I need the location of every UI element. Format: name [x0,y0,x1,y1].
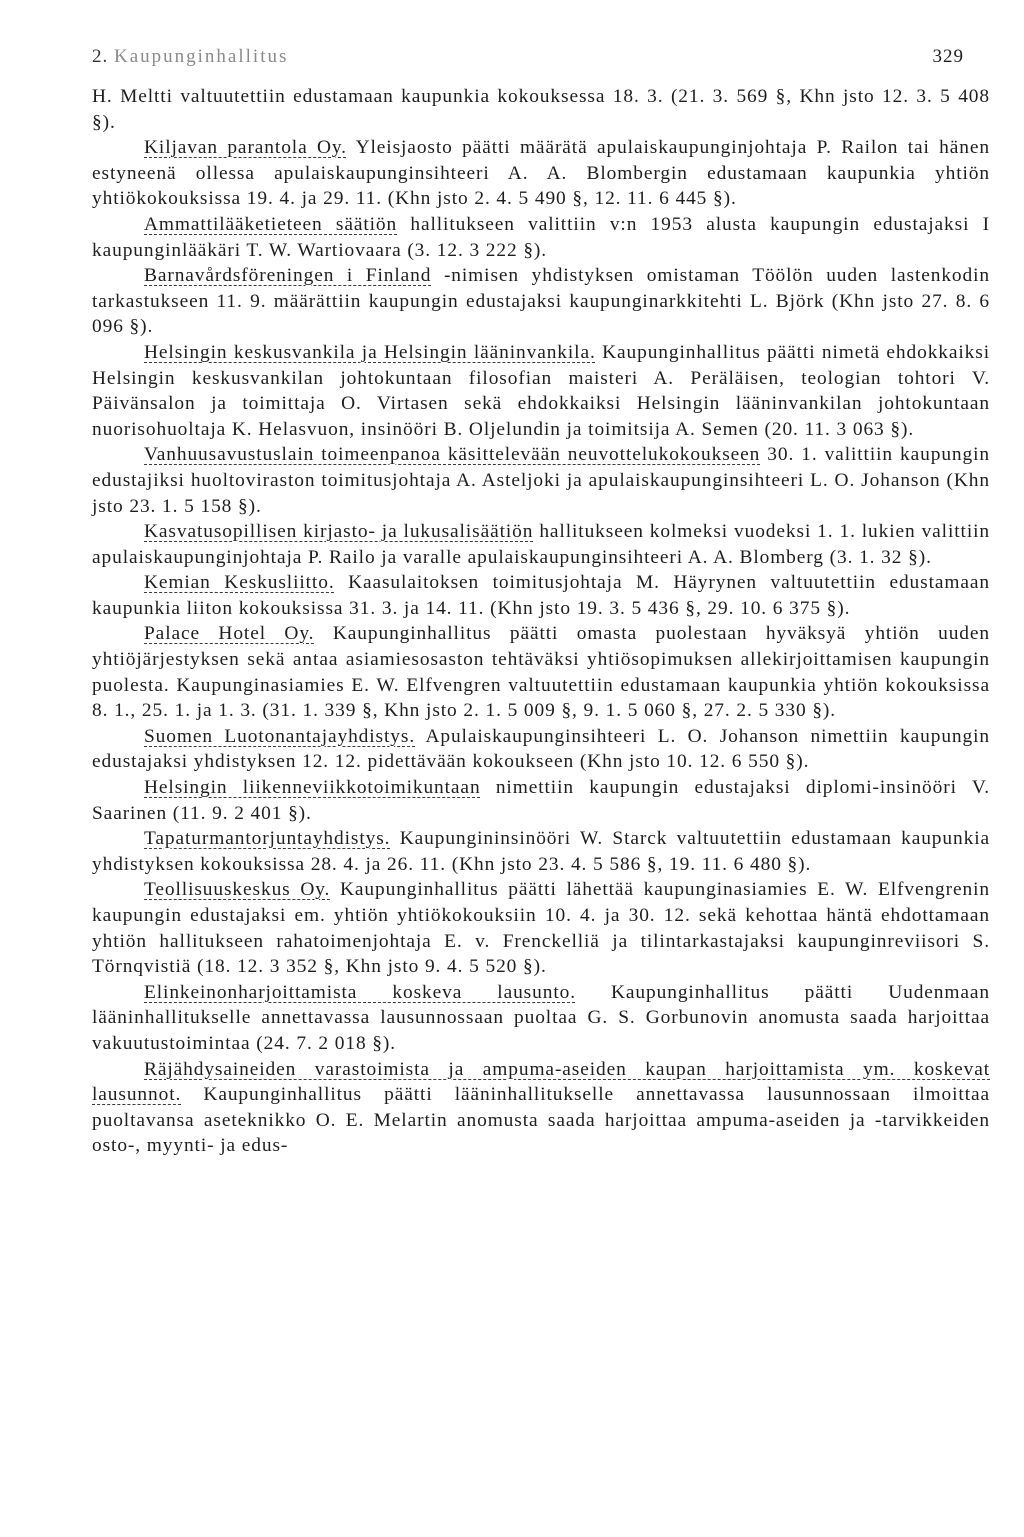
entry-heading: Kiljavan parantola Oy. [144,137,347,159]
entry-text: Kaupungininsinööri W. Starck valtuutettiin edustamaan kaupunkia yhdistyksen kokouksissa 28. 4. ja 26. 11. (Khn jsto 23. 4. 5 586 §, 19. 11. 6 480 §). [92,828,990,875]
entry-heading: Elinkeinonharjoittamista koskeva lausunto. [144,981,576,1003]
entry-text: Yleisjaosto päätti määrätä apulaiskaupunginjohtaja P. Railon tai hänen estyneenä ollessa apulaiskaupunginsihteeri A. A. Blombergin edustamaan kaupunkia yhtiön yhtiökokouksissa 19. 4. ja 29. 11. (Khn jsto 2. 4. 5 490 §, 12. 11. 6 445 §). [92,137,990,210]
paragraph [92,340,990,442]
entry-heading: Barnavårdsföreningen i Finland [144,265,432,287]
entry-heading: Palace Hotel Oy. [144,623,315,645]
page-number: 329 [932,46,964,67]
entry-text: Kaasulaitoksen toimitusjohtaja M. Häyrynen valtuutettiin edustamaan kaupunkia liiton kokouksissa 31. 3. ja 14. 11. (Khn jsto 19. 3. 5 436 §, 29. 10. 6 375 §). [92,572,990,619]
body-text [92,84,990,1159]
entry-text: Apulaiskaupunginsihteeri L. O. Johanson nimettiin kaupungin edustajaksi yhdistyksen 12. 12. pidettävään kokoukseen (Khn jsto 10. 12. 6 550 §). [92,725,991,773]
paragraph [92,519,990,570]
entry-text: Kaupunginhallitus päätti Uudenmaan lääninhallitukselle annettavassa lausunnossaan puoltaa G. S. Gorbunovin anomusta saada harjoittaa vakuutustoimintaa (24. 7. 2 018 §). [92,981,990,1054]
entry-text: 30. 1. valittiin kaupungin edustajiksi huoltoviraston toimitusjohtaja A. Asteljoki ja apulaiskaupunginsihteeri L. O. Johanson (Khn jsto 23. 1. 5 158 §). [92,444,990,517]
paragraph [92,212,990,263]
entry-text: H. Meltti valtuutettiin edustamaan kaupunkia kokouksessa 18. 3. (21. 3. 569 §, Khn jsto 12. 3. 5 408 §). [92,86,990,133]
entry-text: nimettiin kaupungin edustajaksi diplomi-insinööri V. Saarinen (11. 9. 2 401 §). [92,777,990,824]
entry-heading: Räjähdysaineiden varastoimista ja ampuma-aseiden kaupan harjoittamista ym. koskevat lausunnot. [92,1058,990,1106]
paragraph [92,84,990,135]
paragraph [92,135,990,212]
entry-heading: Kemian Keskusliitto. [144,572,335,594]
entry-heading: Helsingin liikenneviikkotoimikuntaan [144,777,481,799]
entry-heading: Vanhuusavustuslain toimeenpanoa käsittelevään neuvottelukokoukseen [144,444,761,466]
paragraph [92,724,990,775]
entry-heading: Suomen Luotonantajayhdistys. [144,725,416,747]
paragraph [92,263,990,340]
entry-heading: Ammattilääketieteen säätiön [144,213,398,235]
running-head [92,46,288,68]
paragraph [92,621,990,723]
entry-text: Kaupunginhallitus päätti nimetä ehdokkaiksi Helsingin keskusvankilan johtokuntaan filosofian maisteri A. Peräläisen, teologian tohtori V. Päivänsalon ja toimittaja O. Virtasen sekä ehdokkaiksi Helsingin lääninvankilan johtokuntaan nuorisohuoltaja K. Helasvuon, insinööri B. Oljelundin ja toimitsija A. Semen (20. 11. 3 063 §). [92,341,991,440]
entry-heading: Tapaturmantorjuntayhdistys. [144,828,391,850]
entry-text: hallitukseen kolmeksi vuodeksi 1. 1. lukien valittiin apulaiskaupunginjohtaja P. Railo ja varalle apulaiskaupunginsihteeri A. A. Blomberg (3. 1. 32 §). [92,521,991,568]
entry-text: hallitukseen valittiin v:n 1953 alusta kaupungin edustajaksi I kaupunginlääkäri T. W. Wartiovaara (3. 12. 3 222 §). [92,213,990,261]
section-title: Kaupunginhallitus [114,46,289,67]
entry-text: Kaupunginhallitus päätti lääninhallitukselle annettavassa lausunnossaan ilmoittaa puoltavansa aseteknikko O. E. Melartin anomusta saada harjoittaa ampuma-aseiden ja -tarvikkeiden osto-, myynti- ja edus- [92,1084,990,1157]
paragraph [92,570,990,621]
entry-text: -nimisen yhdistyksen omistaman Töölön uuden lastenkodin tarkastukseen 11. 9. määrättiin kaupungin edustajaksi kaupunginarkkitehti L. Björk (Khn jsto 27. 8. 6 096 §). [92,265,991,338]
paragraph [92,1057,990,1159]
page-header [92,46,964,74]
paragraph [92,826,990,877]
entry-heading: Helsingin keskusvankila ja Helsingin lääninvankila. [144,341,596,363]
paragraph [92,442,990,519]
paragraph [92,775,990,826]
paragraph [92,877,990,979]
entry-heading: Kasvatusopillisen kirjasto- ja lukusalisäätiön [144,521,534,543]
entry-text: Kaupunginhallitus päätti lähettää kaupunginasiamies E. W. Elfvengrenin kaupungin edustajaksi em. yhtiön yhtiökokouksiin 10. 4. ja 30. 12. sekä kehottaa häntä ehdottamaan yhtiön hallitukseen rahatoimenjohtaja E. v. Frenckelliä ja tilintarkastajaksi kaupunginreviisori S. Törnqvistiä (18. 12. 3 352 §, Khn jsto 9. 4. 5 520 §). [92,879,990,978]
paragraph [92,980,990,1057]
entry-heading: Teollisuuskeskus Oy. [144,879,331,901]
entry-text: Kaupunginhallitus päätti omasta puolestaan hyväksyä yhtiön uuden yhtiöjärjestyksen sekä antaa asiamiesosaston tehtäväksi yhtiösopimuksen allekirjoittamisen kaupungin puolesta. Kaupunginasiamies E. W. Elfvengren valtuutettiin edustamaan kaupunkia yhtiön kokouksissa 8. 1., 25. 1. ja 1. 3. (31. 1. 339 §, Khn jsto 2. 1. 5 009 §, 9. 1. 5 060 §, 27. 2. 5 330 §). [92,623,991,722]
section-number: 2. [92,46,109,67]
